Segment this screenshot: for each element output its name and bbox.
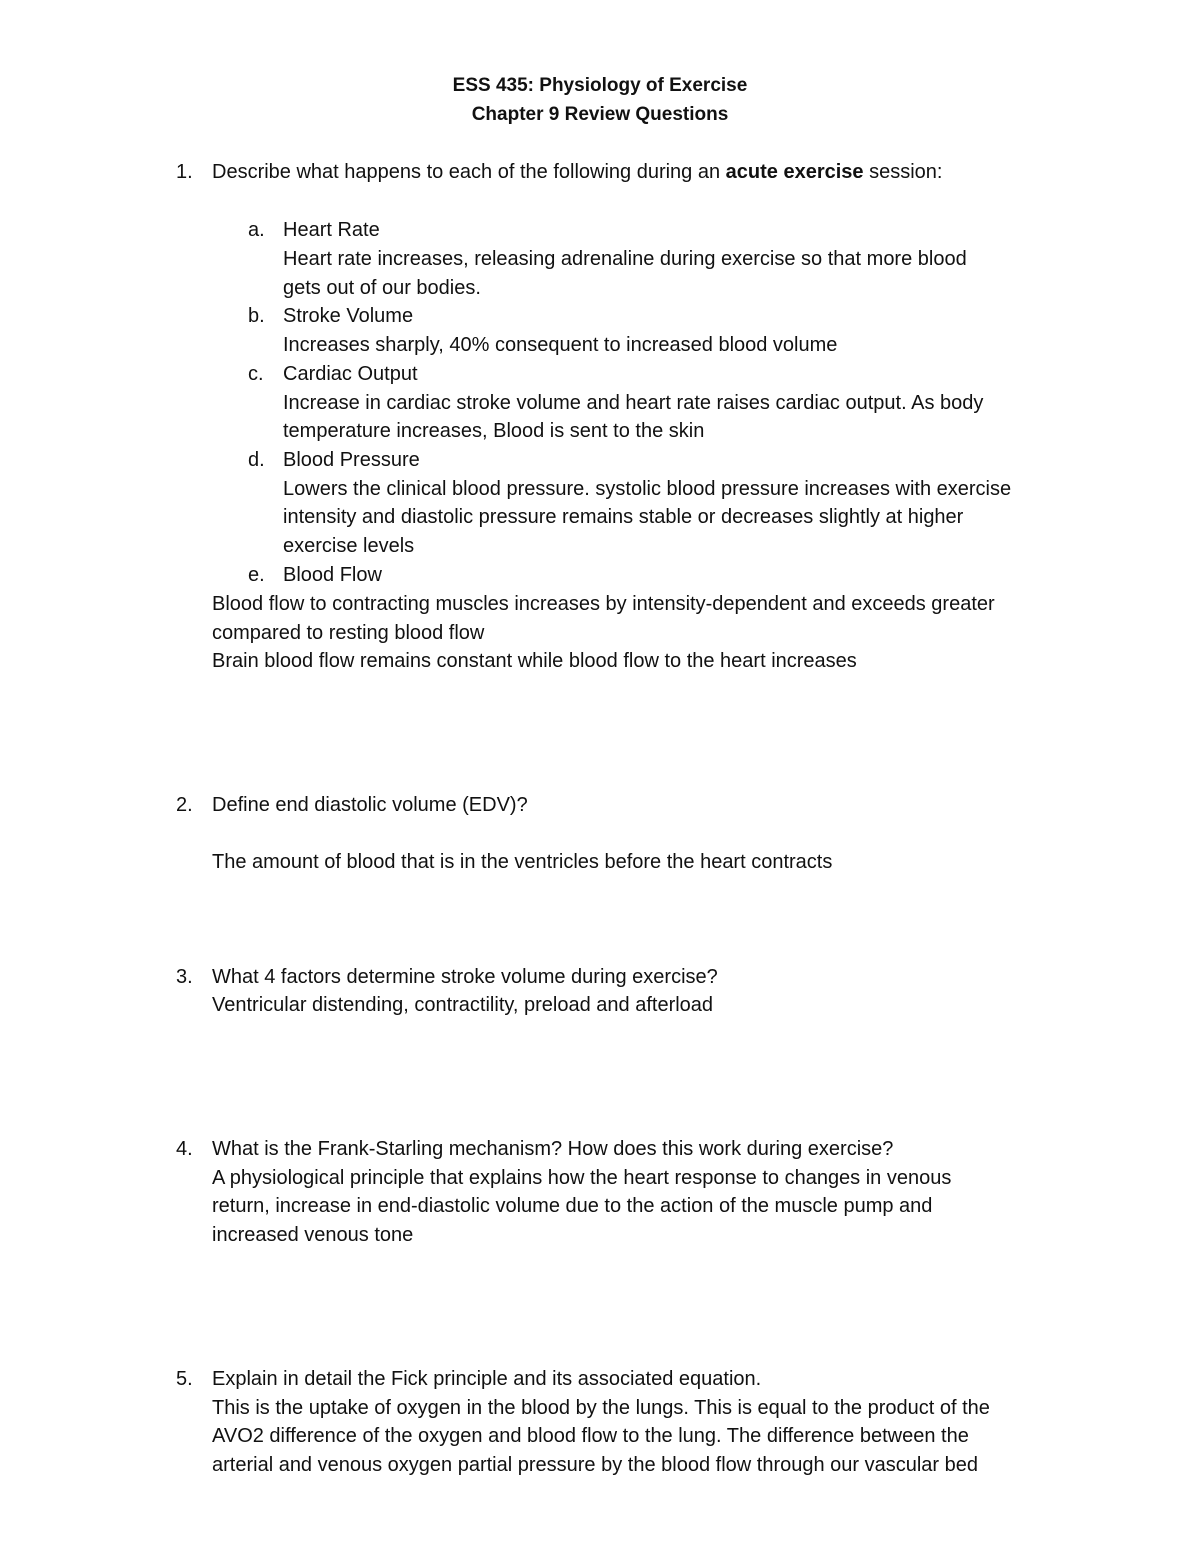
answer-line: Increases sharply, 40% consequent to increased blood volume (283, 334, 838, 356)
answer-line: Heart rate increases, releasing adrenaline during exercise so that more blood (283, 248, 967, 270)
answer-line: AVO2 difference of the oxygen and blood flow to the lung. The difference between the (212, 1425, 969, 1447)
item-letter: b. (248, 305, 265, 327)
answer-line: temperature increases, Blood is sent to the skin (283, 420, 705, 442)
question-text: Explain in detail the Fick principle and its associated equation. (212, 1368, 762, 1390)
item-label-blood-pressure: Blood Pressure (283, 449, 420, 471)
answer-line: Blood flow to contracting muscles increases by intensity-dependent and exceeds greater (212, 593, 995, 615)
chapter-title: Chapter 9 Review Questions (471, 104, 729, 125)
item-label-blood-flow: Blood Flow (283, 564, 382, 586)
answer-line: intensity and diastolic pressure remains stable or decreases slightly at higher (283, 506, 964, 528)
item-label-stroke-volume: Stroke Volume (283, 305, 414, 327)
question-text: What is the Frank-Starling mechanism? How does this work during exercise? (212, 1138, 894, 1160)
question-number: 2. (176, 794, 193, 816)
answer-line: The amount of blood that is in the ventricles before the heart contracts (212, 851, 833, 873)
answer-line: increased venous tone (212, 1224, 414, 1246)
answer-line: This is the uptake of oxygen in the blood by the lungs. This is equal to the product of the (212, 1397, 990, 1419)
question-number: 5. (176, 1368, 193, 1390)
answer-line: return, increase in end-diastolic volume due to the action of the muscle pump and (212, 1195, 933, 1217)
answer-line: Increase in cardiac stroke volume and heart rate raises cardiac output. As body (283, 392, 984, 414)
item-letter: a. (248, 219, 265, 241)
item-letter: e. (248, 564, 265, 586)
question-text: What 4 factors determine stroke volume during exercise? (212, 966, 718, 988)
question-number: 1. (176, 161, 193, 183)
item-letter: c. (248, 363, 264, 385)
question-text: Define end diastolic volume (EDV)? (212, 794, 528, 816)
question-text: Describe what happens to each of the following during an acute exercise session: (212, 161, 943, 183)
answer-line: gets out of our bodies. (283, 277, 481, 299)
answer-line: Lowers the clinical blood pressure. systolic blood pressure increases with exercise (283, 478, 1012, 500)
answer-line: exercise levels (283, 535, 415, 557)
answer-line: Brain blood flow remains constant while blood flow to the heart increases (212, 650, 857, 672)
question-number: 4. (176, 1138, 193, 1160)
answer-line: Ventricular distending, contractility, preload and afterload (212, 994, 714, 1016)
answer-line: A physiological principle that explains how the heart response to changes in venous (212, 1167, 952, 1189)
item-label-heart-rate: Heart Rate (283, 219, 380, 241)
item-label-cardiac-output: Cardiac Output (283, 363, 418, 385)
item-letter: d. (248, 449, 265, 471)
answer-line: arterial and venous oxygen partial pressure by the blood flow through our vascular bed (212, 1454, 979, 1476)
course-title: ESS 435: Physiology of Exercise (452, 75, 748, 96)
question-number: 3. (176, 966, 193, 988)
answer-line: compared to resting blood flow (212, 622, 485, 644)
